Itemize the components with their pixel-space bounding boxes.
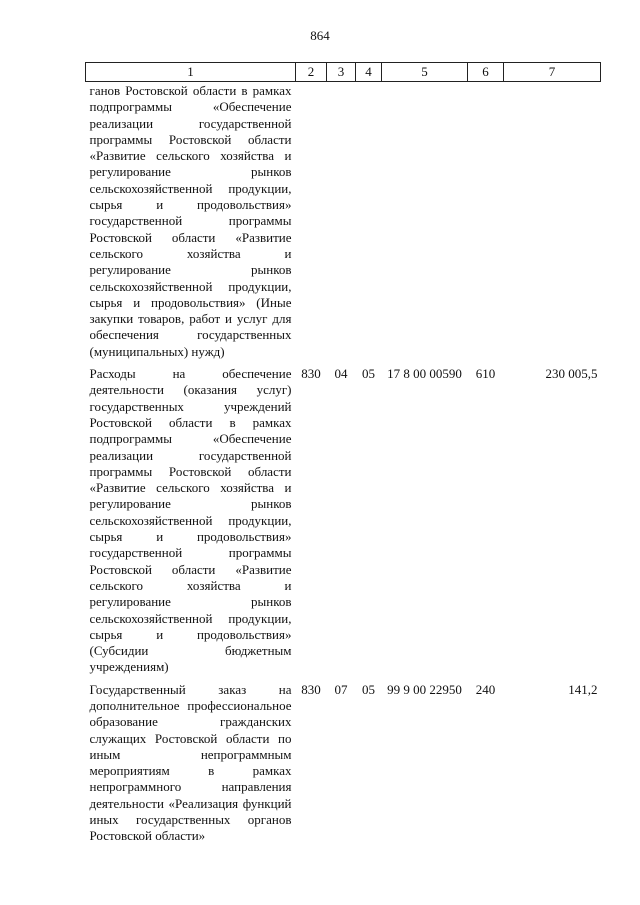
row-subsection: 05	[362, 681, 375, 697]
table-row	[86, 360, 601, 676]
row-expense-type: 240	[475, 681, 496, 697]
budget-table	[85, 62, 601, 845]
row-subsection: 05	[362, 366, 375, 382]
row-ministry: 830	[301, 366, 321, 382]
row-section	[327, 82, 356, 361]
row-amount: 141,2	[568, 681, 598, 697]
row-subsection	[356, 82, 382, 361]
table-header	[86, 63, 601, 82]
row-description: Расходы на обеспечение деятельности (оказания услуг) государственных учреждений Ростовской области в рамках подпрограммы «Обеспечение реализации государственной программы Ростовской области «Развитие сельского хозяйства и регулирование рынков сельскохозяйственной продукции, сырья и продовольствия» государственной программы Ростовской области «Развитие сельского хозяйства и регулирование рынков сельскохозяйственной продукции, сырья и продовольствия» (Субсидии бюджетным учреждениям)	[89, 366, 292, 675]
header-col-1: 1	[86, 63, 296, 82]
header-col-6: 6	[468, 63, 504, 82]
row-ministry	[296, 82, 327, 361]
row-target-article: 17 8 00 00590	[387, 366, 462, 382]
row-expense-type	[468, 82, 504, 361]
header-col-7: 7	[504, 63, 601, 82]
table-row	[86, 82, 601, 361]
row-section: 07	[334, 681, 348, 697]
header-col-4: 4	[356, 63, 382, 82]
row-amount	[504, 82, 601, 361]
row-description: ганов Ростовской области в рамках подпрограммы «Обеспечение реализации государственной программы Ростовской области «Развитие сельского хозяйства и регулирование рынков сельскохозяйственной продукции, сырья и продовольствия» государственной программы Ростовской области «Развитие сельского хозяйства и регулирование рынков сельскохозяйственной продукции, сырья и продовольствия» (Иные закупки товаров, работ и услуг для обеспечения государственных (муниципальных) нужд)	[89, 83, 292, 359]
row-ministry: 830	[301, 681, 321, 697]
header-col-3: 3	[327, 63, 356, 82]
row-amount: 230 005,5	[545, 366, 598, 382]
row-target-article	[382, 82, 468, 361]
row-section: 04	[334, 366, 348, 382]
row-target-article: 99 9 00 22950	[387, 681, 462, 697]
row-description: Государственный заказ на дополнительное профессиональное образование гражданских служащих Ростовской области по иным непрограммным мероприятиям в рамках непрограммного направления деятельности «Реализация функций иных государственных органов Ростовской области»	[89, 681, 292, 844]
page-number: 864	[310, 28, 330, 43]
row-expense-type: 610	[475, 366, 496, 382]
table-row	[86, 676, 601, 845]
header-col-5: 5	[382, 63, 468, 82]
header-col-2: 2	[296, 63, 327, 82]
header-row	[86, 63, 601, 82]
